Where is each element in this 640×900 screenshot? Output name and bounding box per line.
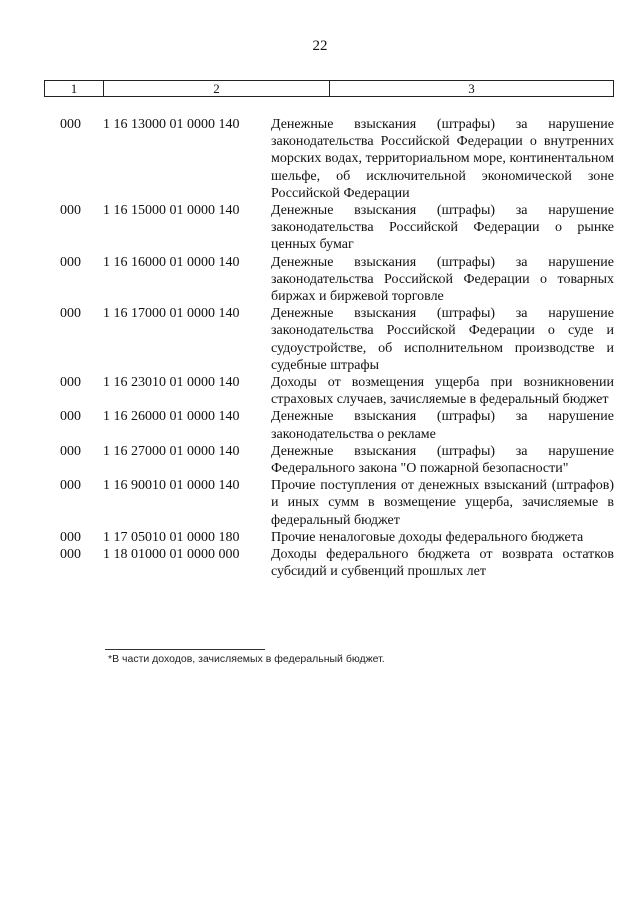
- table-row: [0, 374, 640, 408]
- page-number: 22: [312, 38, 328, 54]
- admin-code: 000: [60, 478, 81, 494]
- admin-code: 000: [60, 117, 81, 132]
- admin-code: 000: [60, 203, 81, 219]
- budget-code: 1 18 01000 01 0000 000: [103, 547, 240, 563]
- footnote-divider: [105, 649, 265, 650]
- table-row: [0, 305, 640, 374]
- admin-code: 000: [60, 254, 81, 270]
- table-row: [0, 408, 640, 442]
- income-name: Денежные взыскания (штрафы) за нарушение законодательства Российской Федерации о внутренних морских водах, территориальном море, континентальном шельфе, об исключительной экономической зоне Российской Федерации: [271, 117, 614, 201]
- budget-code: 1 16 90010 01 0000 140: [103, 478, 240, 494]
- header-col-1: 1: [45, 81, 104, 96]
- table-row: [0, 116, 640, 202]
- budget-code: 1 16 13000 01 0000 140: [103, 117, 240, 132]
- table-header: [44, 80, 614, 97]
- table-row: [0, 443, 640, 477]
- income-name: Денежные взыскания (штрафы) за нарушение законодательства о рекламе: [271, 409, 614, 442]
- table-row: [0, 529, 640, 546]
- table-body: [0, 116, 640, 580]
- income-name: Доходы от возмещения ущерба при возникновении страховых случаев, зачисляемые в федеральный бюджет: [271, 375, 614, 408]
- income-name: Денежные взыскания (штрафы) за нарушение законодательства Российской Федерации о суде и судоустройстве, об исполнительном производстве и судебные штрафы: [271, 306, 614, 373]
- budget-code: 1 16 23010 01 0000 140: [103, 375, 240, 391]
- income-name: Денежные взыскания (штрафы) за нарушение законодательства Российской Федерации о товарных биржах и биржевой торговле: [271, 254, 614, 305]
- admin-code: 000: [60, 375, 81, 391]
- income-name: Прочие поступления от денежных взысканий (штрафов) и иных сумм в возмещение ущерба, зачисляемые в федеральный бюджет: [271, 478, 614, 528]
- admin-code: 000: [60, 306, 81, 322]
- admin-code: 000: [60, 443, 81, 459]
- budget-code: 1 17 05010 01 0000 180: [103, 529, 240, 545]
- admin-code: 000: [60, 529, 81, 545]
- table-row: [0, 477, 640, 529]
- table-row: [0, 546, 640, 580]
- income-name: Денежные взыскания (штрафы) за нарушение законодательства Российской Федерации о рынке ценных бумаг: [271, 203, 614, 253]
- income-name: Доходы федерального бюджета от возврата остатков субсидий и субвенций прошлых лет: [271, 547, 614, 580]
- income-name: Прочие неналоговые доходы федерального бюджета: [271, 529, 584, 545]
- header-col-3: 3: [468, 81, 475, 96]
- header-col-2: 2: [104, 81, 330, 96]
- table-row: [0, 202, 640, 254]
- budget-code: 1 16 17000 01 0000 140: [103, 306, 240, 322]
- budget-code: 1 16 16000 01 0000 140: [103, 254, 240, 270]
- table-row: [0, 254, 640, 306]
- budget-code: 1 16 26000 01 0000 140: [103, 409, 240, 425]
- budget-code: 1 16 15000 01 0000 140: [103, 203, 240, 219]
- income-name: Денежные взыскания (штрафы) за нарушение Федерального закона "О пожарной безопасности": [271, 443, 614, 477]
- admin-code: 000: [60, 409, 81, 425]
- admin-code: 000: [60, 547, 81, 563]
- footnote: *В части доходов, зачисляемых в федеральный бюджет.: [108, 653, 385, 665]
- budget-code: 1 16 27000 01 0000 140: [103, 443, 240, 459]
